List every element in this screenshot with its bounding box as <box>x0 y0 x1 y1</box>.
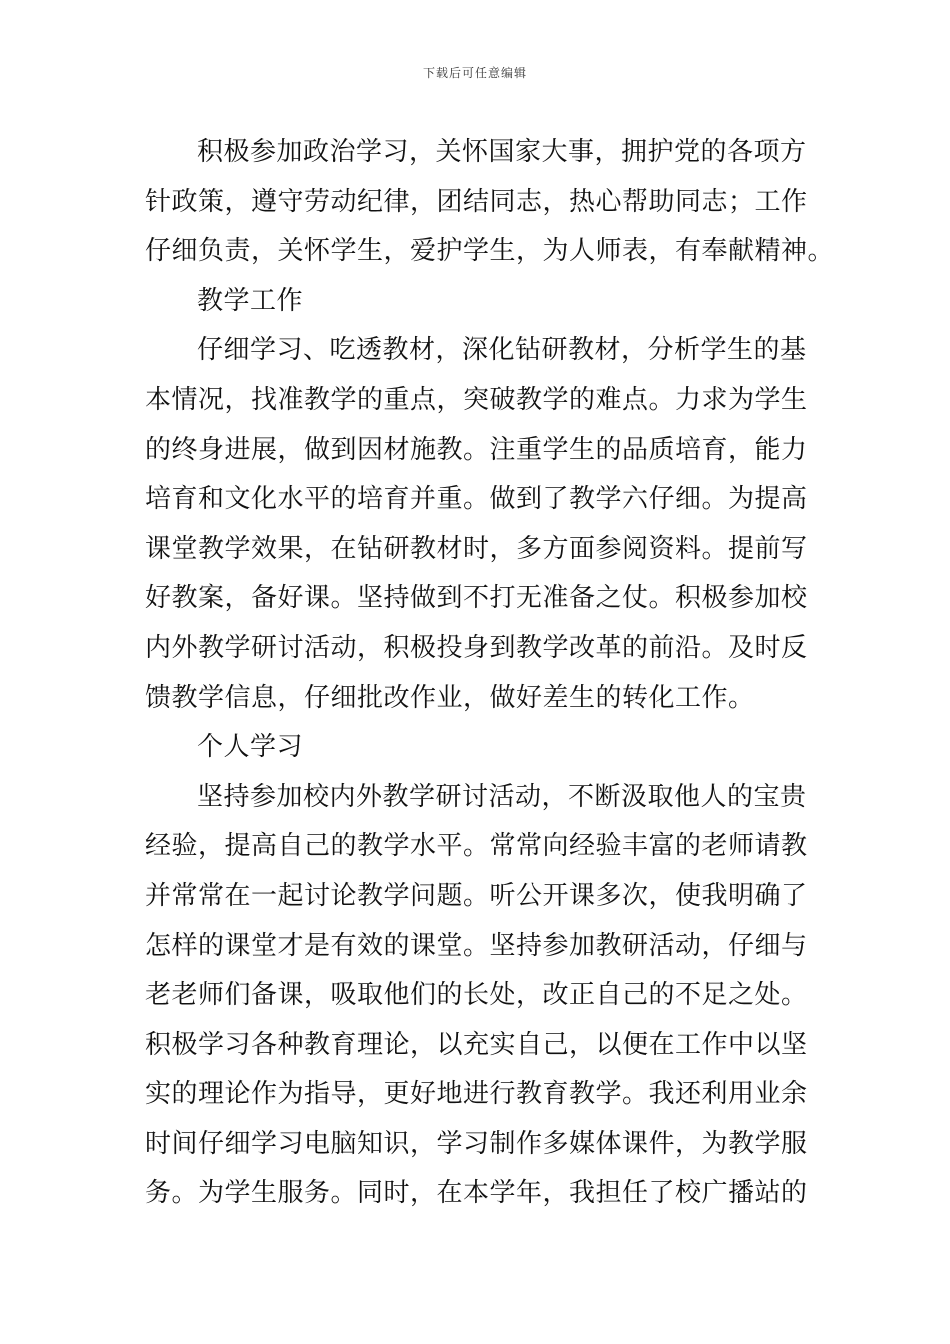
page-header-note: 下载后可任意编辑 <box>422 66 527 80</box>
paragraph-line: 培育和文化水平的培育并重。做到了教学六仔细。为提高 <box>145 484 808 515</box>
section-heading: 教学工作 <box>197 285 304 316</box>
paragraph-line: 务。为学生服务。同时，在本学年，我担任了校广播站的 <box>145 1178 808 1209</box>
paragraph-line: 仔细负责，关怀学生，爱护学生，为人师表，有奉献精神。 <box>145 236 835 267</box>
paragraph-line: 好教案，备好课。坚持做到不打无准备之仗。积极参加校 <box>145 583 808 614</box>
paragraph-line: 馈教学信息，仔细批改作业，做好差生的转化工作。 <box>145 682 755 713</box>
paragraph-line: 课堂教学效果，在钻研教材时，多方面参阅资料。提前写 <box>145 533 808 564</box>
paragraph-line: 的终身进展，做到因材施教。注重学生的品质培育，能力 <box>145 434 808 465</box>
paragraph-line: 坚持参加校内外教学研讨活动，不断汲取他人的宝贵 <box>197 781 807 812</box>
document-body <box>145 128 835 1219</box>
section-heading: 个人学习 <box>197 732 304 763</box>
paragraph-line: 时间仔细学习电脑知识，学习制作多媒体课件，为教学服 <box>145 1128 808 1159</box>
paragraph-line: 针政策，遵守劳动纪律，团结同志，热心帮助同志；工作 <box>145 186 808 217</box>
paragraph-line: 内外教学研讨活动，积极投身到教学改革的前沿。及时反 <box>145 632 808 663</box>
paragraph-line: 仔细学习、吃透教材，深化钻研教材，分析学生的基 <box>197 335 807 366</box>
paragraph-line: 本情况，找准教学的重点，突破教学的难点。力求为学生 <box>145 384 808 415</box>
paragraph-line: 经验，提高自己的教学水平。常常向经验丰富的老师请教 <box>145 831 808 862</box>
paragraph-line: 怎样的课堂才是有效的课堂。坚持参加教研活动，仔细与 <box>145 930 808 961</box>
paragraph-line: 并常常在一起讨论教学问题。听公开课多次，使我明确了 <box>145 880 808 911</box>
paragraph-line: 实的理论作为指导，更好地进行教育教学。我还利用业余 <box>145 1079 808 1110</box>
paragraph-line: 积极学习各种教育理论，以充实自己，以便在工作中以坚 <box>145 1029 808 1060</box>
paragraph-line: 老老师们备课，吸取他们的长处，改正自己的不足之处。 <box>145 980 808 1011</box>
paragraph-line: 积极参加政治学习，关怀国家大事，拥护党的各项方 <box>197 137 807 167</box>
